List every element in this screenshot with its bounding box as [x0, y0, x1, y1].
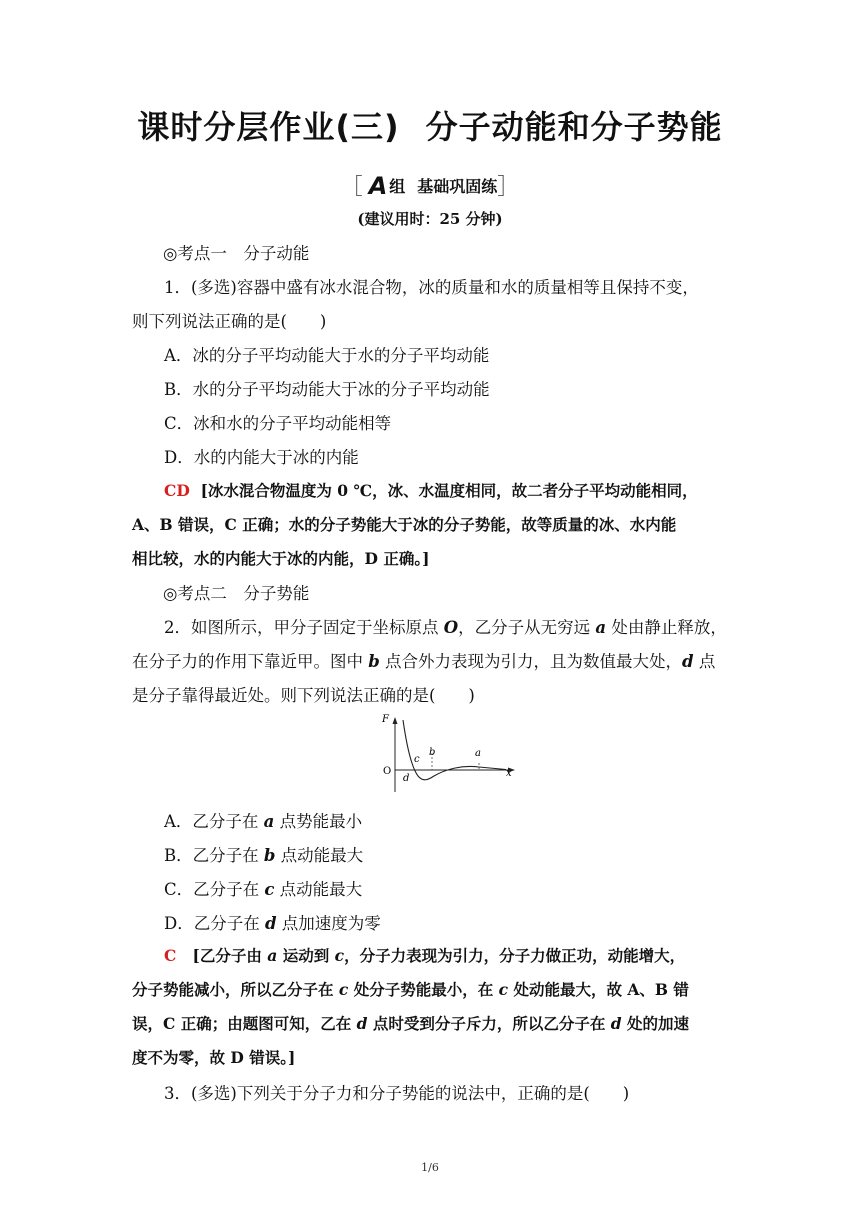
- exp-text: 处的加速: [621, 1014, 690, 1033]
- label-d: d: [403, 773, 410, 784]
- label-f: F: [382, 714, 389, 725]
- label-c: c: [414, 754, 420, 765]
- q2-option-c: [164, 876, 362, 900]
- group-bracket-open: ［: [340, 175, 363, 200]
- exp-text: [乙分子由: [192, 946, 268, 965]
- group-letter: A: [368, 172, 388, 200]
- exp-text: 处动能最大，故 A、B 错: [508, 980, 689, 999]
- option-text: 点动能最大: [274, 880, 363, 899]
- q2-explanation-3: [132, 1012, 689, 1034]
- group-heading: [0, 170, 860, 201]
- q2-stem-line1: [164, 614, 727, 638]
- exp-var: c: [498, 980, 509, 999]
- label-a: a: [475, 748, 481, 759]
- force-distance-figure: [376, 714, 518, 796]
- exp-text: 误，C 正确；由题图可知，乙在: [132, 1014, 357, 1033]
- q1-option-d: D．水的内能大于冰的内能: [164, 448, 359, 467]
- label-x: x: [506, 768, 512, 779]
- q2-text: ，乙分子从无穷远: [458, 618, 596, 637]
- option-text: D．乙分子在: [164, 914, 265, 933]
- page-number: 1/6: [421, 1161, 439, 1174]
- label-b: b: [429, 747, 436, 758]
- q2-var-a: a: [595, 618, 607, 637]
- title-part2: 分子动能和分子势能: [425, 108, 723, 146]
- option-var: a: [263, 812, 275, 831]
- exp-text: 运动到: [277, 946, 335, 965]
- q2-text: 点合外力表现为引力，且为数值最大处，: [379, 652, 683, 671]
- exp-var: a: [267, 946, 278, 965]
- option-text: B．乙分子在: [164, 846, 264, 865]
- q2-explanation-1: [164, 944, 685, 966]
- q1-answer: CD: [164, 481, 190, 500]
- time-note: (建议用时：25 分钟): [357, 210, 503, 228]
- exp-text: ，分子力表现为引力，分子力做正功，动能增大，: [344, 946, 686, 965]
- exp-var: c: [338, 980, 349, 999]
- q2-text: 2．如图所示，甲分子固定于坐标原点: [164, 618, 444, 637]
- option-text: A．乙分子在: [164, 812, 264, 831]
- q2-text: 处由静止释放，: [606, 618, 727, 637]
- q1-explanation-1: [冰水混合物温度为 0 ℃，冰、水温度相同，故二者分子平均动能相同，: [200, 481, 698, 500]
- option-var: b: [263, 846, 276, 865]
- exp-text: 点时受到分子斥力，所以乙分子在: [367, 1014, 611, 1033]
- exp-var: d: [610, 1014, 622, 1033]
- q1-explanation-2: A、B 错误，C 正确；水的分子势能大于冰的分子势能，故等质量的冰、水内能: [132, 515, 677, 534]
- exp-var: c: [334, 946, 345, 965]
- q2-option-b: [164, 842, 363, 866]
- q1-stem-line1: 1．(多选)容器中盛有冰水混合物，冰的质量和水的质量相等且保持不变，: [164, 278, 699, 297]
- q2-var-o: O: [443, 618, 459, 637]
- page-title: [0, 102, 860, 148]
- q2-text: 在分子力的作用下靠近甲。图中: [132, 652, 369, 671]
- option-var: d: [264, 914, 277, 933]
- q1-explanation-3: 相比较，水的内能大于冰的内能，D 正确。]: [132, 549, 430, 568]
- q2-explanation-4: 度不为零，故 D 错误。]: [132, 1048, 296, 1067]
- q2-stem-line3: 是分子靠得最近处。则下列说法正确的是( ): [132, 686, 475, 705]
- q1-answer-line1: [164, 479, 698, 501]
- option-text: 点加速度为零: [276, 914, 381, 933]
- q2-stem-line2: [132, 648, 715, 672]
- option-var: c: [264, 880, 275, 899]
- q1-option-c: C．冰和水的分子平均动能相等: [164, 414, 392, 433]
- force-curve: [403, 720, 506, 780]
- q1-stem-line2: 则下列说法正确的是( ): [132, 312, 327, 331]
- label-o: O: [383, 766, 392, 777]
- title-part1: 课时分层作业(三): [137, 108, 400, 146]
- q2-answer: C: [164, 946, 177, 965]
- q3-stem-line1: 3．(多选)下列关于分子力和分子势能的说法中，正确的是( ): [164, 1084, 630, 1103]
- q2-option-d: [164, 910, 381, 934]
- exp-text: 处分子势能最小，在: [348, 980, 499, 999]
- option-text: 点动能最大: [275, 846, 364, 865]
- q2-explanation-2: [132, 978, 689, 1000]
- group-name: 基础巩固练: [417, 177, 498, 196]
- exp-var: d: [356, 1014, 368, 1033]
- q1-option-a: A．冰的分子平均动能大于水的分子平均动能: [164, 346, 490, 365]
- group-bracket-close: ］: [497, 175, 520, 200]
- q2-option-a: [164, 808, 362, 832]
- exp-text: 分子势能减小，所以乙分子在: [132, 980, 339, 999]
- q2-var-b: b: [368, 652, 380, 671]
- option-text: C．乙分子在: [164, 880, 265, 899]
- group-zu: 组: [389, 177, 406, 196]
- q1-option-b: B．水的分子平均动能大于冰的分子平均动能: [164, 380, 490, 399]
- section-heading-2: ◎考点二 分子势能: [163, 584, 310, 603]
- q2-text: 点: [693, 652, 716, 671]
- q2-var-d: d: [682, 652, 694, 671]
- f-axis-arrow: [393, 717, 398, 724]
- option-text: 点势能最小: [274, 812, 363, 831]
- section-heading-1: ◎考点一 分子动能: [163, 244, 310, 263]
